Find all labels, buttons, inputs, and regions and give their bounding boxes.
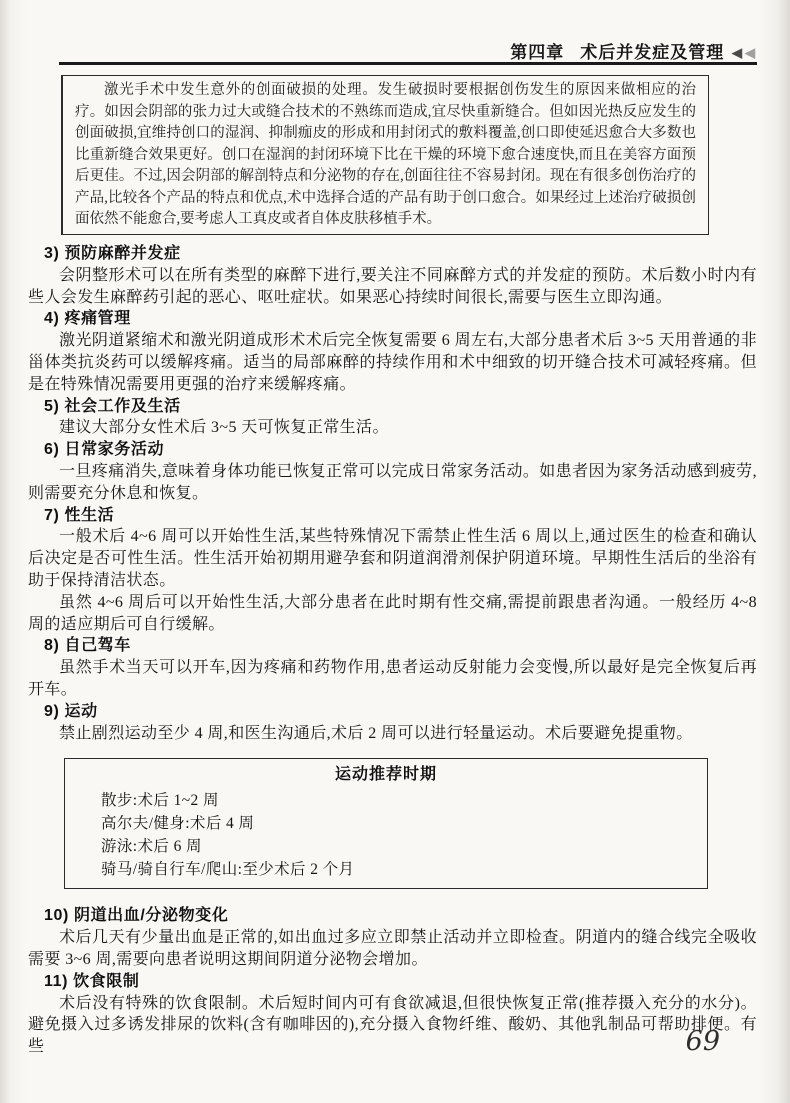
- section-paragraphs: [28, 417, 757, 439]
- section-heading: 8) 自己驾车: [44, 637, 131, 655]
- section: [28, 701, 757, 745]
- exercise-box-item: 散步:术后 1~2 周: [101, 792, 219, 810]
- intro-paragraph: 激光手术中发生意外的创面破损的处理。发生破损时要根据创伤发生的原因来做相应的治疗。如因会阴部的张力过大或缝合技术的不熟练而造成,宜尽快重新缝合。但如因光热反应发生的创面破损,宜维持创口的湿润、抑制痂皮的形成和用封闭式的敷料覆盖,创口即使延迟愈合大多数也比重新缝合效果更好。创口在湿润的封闭环境下比在干燥的环境下愈合速度快,而且在美容方面预后更佳。不过,因会阴部的解剖特点和分泌物的存在,创面往往不容易封闭。现在有很多创伤治疗的产品,比较各个产品的特点和优点,术中选择合适的产品有助于创口愈合。如果经过上述治疗破损创面依然不能愈合,要考虑人工真皮或者自体皮肤移植手术。: [75, 82, 696, 227]
- section-heading: 10) 阴道出血/分泌物变化: [44, 907, 229, 925]
- section-paragraph: 禁止剧烈运动至少 4 周,和医生沟通后,术后 2 周可以进行轻量运动。术后要避免提重物。: [59, 724, 693, 742]
- chapter-title: 术后并发症及管理: [580, 43, 725, 62]
- exercise-box-item: 骑马/骑自行车/爬山:至少术后 2 个月: [101, 861, 355, 879]
- section: [28, 971, 757, 1058]
- section-heading: 4) 疼痛管理: [44, 310, 131, 328]
- section-paragraph: 一般术后 4~6 周可以开始性生活,某些特殊情况下需禁止性生活 6 周以上,通过医生的检查和确认后决定是否可性生活。性生活开始初期用避孕套和阴道润滑剂保护阴道环境。早期性生活后的坐浴有助于保持清洁状态。: [28, 528, 757, 589]
- section-heading: 9) 运动: [44, 702, 98, 720]
- section-paragraph: 会阴整形术可以在所有类型的麻醉下进行,要关注不同麻醉方式的并发症的预防。术后数小时内有些人会发生麻醉药引起的恶心、呕吐症状。如果恶心持续时间很长,需要与医生立即沟通。: [28, 266, 757, 306]
- section-paragraphs: [28, 461, 757, 505]
- exercise-box-list: [79, 789, 693, 881]
- section-heading: 7) 性生活: [44, 506, 115, 524]
- section-paragraph: 虽然手术当天可以开车,因为疼痛和药物作用,患者运动反射能力会变慢,所以最好是完全恢复后再开车。: [28, 659, 757, 698]
- exercise-box-item: 高尔夫/健身:术后 4 周: [101, 815, 255, 833]
- section-paragraphs: [28, 330, 757, 395]
- section-paragraph: 术后没有特殊的饮食限制。术后短时间内可有食欲减退,但很快恢复正常(推荐摄入充分的水分)。避免摄入过多诱发排尿的饮料(含有咖啡因的),充分摄入食物纤维、酸奶、其他乳制品可帮助排便。有些: [28, 994, 757, 1056]
- section-heading: 11) 饮食限制: [44, 972, 140, 990]
- intro-note-box: [61, 75, 709, 235]
- section-paragraph: 术后几天有少量出血是正常的,如出血过多应立即禁止活动并立即检查。阴道内的缝合线完全吸收需要 3~6 周,需要向患者说明这期间阴道分泌物会增加。: [28, 929, 757, 968]
- section-heading: 3) 预防麻醉并发症: [44, 245, 181, 262]
- section-paragraph: 一旦疼痛消失,意味着身体功能已恢复正常可以完成日常家务活动。如患者因为家务活动感到疲劳,则需要充分休息和恢复。: [28, 462, 757, 502]
- sections-bottom: [28, 905, 757, 1058]
- triangle-left-icon: ◀: [732, 45, 743, 60]
- exercise-box-item: 游泳:术后 6 周: [101, 838, 202, 856]
- chapter-label: 第四章: [510, 43, 565, 62]
- section: [28, 439, 757, 504]
- triangle-left-icon: ◀: [745, 45, 756, 60]
- section-paragraph: 虽然 4~6 周后可以开始性生活,大部分患者在此时期有性交痛,需提前跟患者沟通。一般经历 4~8 周的适应期后可自行缓解。: [28, 593, 757, 633]
- main-content: [28, 243, 757, 1058]
- section: [28, 243, 757, 308]
- header-rule: [59, 62, 757, 65]
- section-paragraphs: [28, 657, 757, 701]
- section-paragraphs: [28, 723, 757, 745]
- section-paragraphs: [28, 927, 757, 971]
- section-heading: 6) 日常家务活动: [44, 441, 165, 459]
- exercise-recommendation-box: [64, 758, 708, 889]
- section-paragraph: 建议大部分女性术后 3~5 天可恢复正常生活。: [59, 419, 389, 437]
- section-heading: 5) 社会工作及生活: [44, 397, 181, 415]
- section-paragraphs: [28, 526, 757, 635]
- section: [28, 635, 757, 700]
- section: [28, 505, 757, 636]
- page-number: 69: [685, 1026, 720, 1057]
- section: [28, 905, 757, 970]
- page-header: [510, 38, 756, 63]
- section-paragraphs: [28, 265, 757, 309]
- exercise-box-title: 运动推荐时期: [334, 766, 437, 784]
- section-paragraph: 激光阴道紧缩术和激光阴道成形术术后完全恢复需要 6 周左右,大部分患者术后 3~5 天用普通的非甾体类抗炎药可以缓解疼痛。适当的局部麻醉的持续作用和术中细致的切开缝合技术可减轻疼痛。但是在特殊情况需要用更强的治疗来缓解疼痛。: [28, 332, 757, 393]
- section: [28, 396, 757, 440]
- section-paragraphs: [28, 993, 757, 1058]
- section: [28, 308, 757, 395]
- sections-top: [28, 243, 757, 744]
